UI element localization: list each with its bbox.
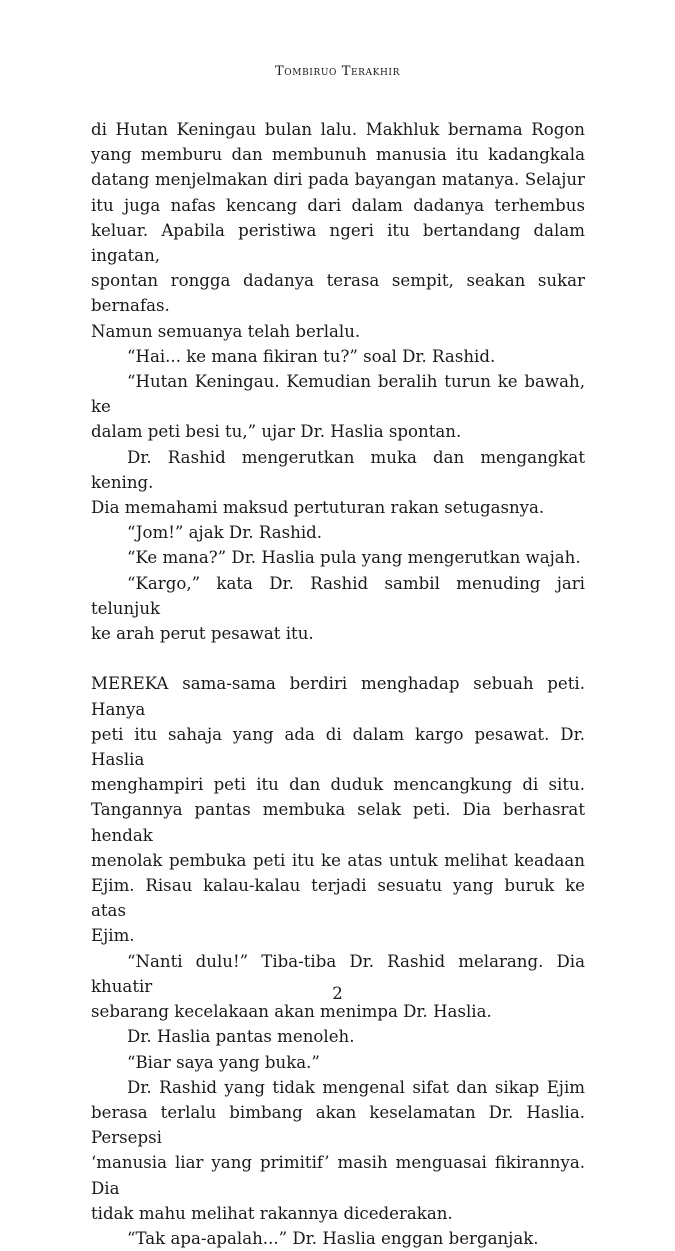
paragraph-line: ‘manusia liar yang primitif’ masih menguasai fikirannya. Dia <box>91 1153 585 1198</box>
body-text <box>91 117 585 1251</box>
paragraph-line: “Jom!” ajak Dr. Rashid. <box>127 523 323 543</box>
paragraph-line: itu juga nafas kencang dari dalam dadanya terhembus <box>91 195 585 215</box>
paragraph-line: yang memburu dan membunuh manusia itu kadangkala <box>91 145 585 165</box>
paragraph-line: “Tak apa-apalah...” Dr. Haslia enggan berganjak. <box>127 1228 539 1248</box>
paragraph-line: Tangannya pantas membuka selak peti. Dia berhasrat hendak <box>91 800 585 845</box>
paragraph-line: keluar. Apabila peristiwa ngeri itu bertandang dalam ingatan, <box>91 220 585 266</box>
running-header: Tombiruo Terakhir <box>275 64 400 79</box>
page-number: 2 <box>332 984 343 1003</box>
paragraph-line: Dia memahami maksud pertuturan rakan setugasnya. <box>91 498 545 518</box>
paragraph-line: Dr. Rashid mengerutkan muka dan mengangkat kening. <box>91 447 585 492</box>
paragraph-line: MEREKA sama-sama berdiri menghadap sebuah peti. Hanya <box>91 674 585 719</box>
paragraph-line: “Biar saya yang buka.” <box>127 1052 320 1072</box>
paragraph-line: peti itu sahaja yang ada di dalam kargo pesawat. Dr. Haslia <box>91 724 585 770</box>
paragraph-line: Ejim. <box>91 926 135 946</box>
paragraph-line: sebarang kecelakaan akan menimpa Dr. Haslia. <box>91 1002 492 1022</box>
paragraph-line: di Hutan Keningau bulan lalu. Makhluk bernama Rogon <box>91 120 585 139</box>
paragraph-line: “Hai... ke mana fikiran tu?” soal Dr. Rashid. <box>127 346 496 366</box>
paragraph-line: tidak mahu melihat rakannya dicederakan. <box>91 1203 453 1223</box>
paragraph-line: spontan rongga dadanya terasa sempit, seakan sukar bernafas. <box>91 271 585 316</box>
paragraph-line: “Hutan Keningau. Kemudian beralih turun ke bawah, ke <box>91 372 585 417</box>
paragraph-line: dalam peti besi tu,” ujar Dr. Haslia spontan. <box>91 422 462 442</box>
paragraph-line: Ejim. Risau kalau-kalau terjadi sesuatu yang buruk ke atas <box>91 876 585 921</box>
paragraph-line: berasa terlalu bimbang akan keselamatan Dr. Haslia. Persepsi <box>91 1102 585 1148</box>
paragraph-line: “Ke mana?” Dr. Haslia pula yang mengerutkan wajah. <box>127 548 581 568</box>
section-break <box>91 646 585 671</box>
paragraph-line: Dr. Rashid yang tidak mengenal sifat dan sikap Ejim <box>127 1077 585 1097</box>
paragraph-line: Dr. Haslia pantas menoleh. <box>127 1027 355 1047</box>
paragraph-line: datang menjelmakan diri pada bayangan matanya. Selajur <box>91 170 585 190</box>
paragraph-line: “Kargo,” kata Dr. Rashid sambil menuding jari telunjuk <box>91 573 585 618</box>
paragraph-line: menghampiri peti itu dan duduk mencangkung di situ. <box>91 775 585 795</box>
paragraph-line: ke arah perut pesawat itu. <box>91 624 314 644</box>
paragraph-line: “Nanti dulu!” Tiba-tiba Dr. Rashid melarang. Dia khuatir <box>91 951 585 996</box>
paragraph-line: Namun semuanya telah berlalu. <box>91 321 361 341</box>
paragraph-line: menolak pembuka peti itu ke atas untuk melihat keadaan <box>91 850 585 870</box>
